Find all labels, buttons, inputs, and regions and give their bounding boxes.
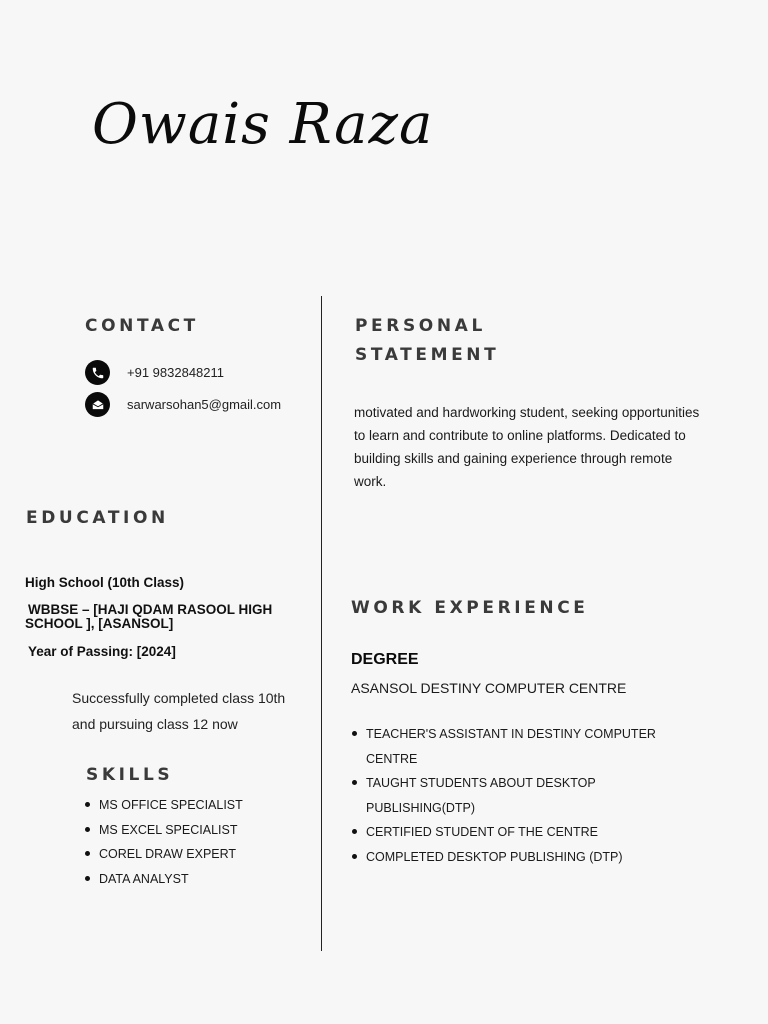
education-board-line1: WBBSE – [HAJI QDAM RASOOL HIGH [28, 602, 273, 617]
education-level: High School (10th Class) [25, 575, 185, 590]
work-experience-list [352, 722, 706, 869]
personal-statement-text: motivated and hardworking student, seeking opportunities to learn and contribute to online platforms. Dedicated to building skills and gaining experience through remote work. [354, 405, 700, 489]
work-item: TEACHER'S ASSISTANT IN DESTINY COMPUTER CENTRE [366, 722, 706, 771]
contact-email: sarwarsohan5@gmail.com [127, 397, 282, 412]
personal-statement-heading [355, 312, 499, 370]
contact-heading: CONTACT [85, 316, 199, 336]
work-item: TAUGHT STUDENTS ABOUT DESKTOP PUBLISHING(DTP) [366, 771, 706, 820]
work-experience-heading: WORK EXPERIENCE [351, 598, 589, 618]
personal-statement-heading-line1: PERSONAL [355, 316, 486, 336]
education-board [25, 602, 273, 631]
skill-item: MS EXCEL SPECIALIST [99, 818, 243, 843]
work-title: DEGREE [351, 651, 419, 668]
mail-icon [85, 392, 110, 417]
education-board-line2: SCHOOL ], [ASANSOL] [25, 616, 174, 631]
education-year: Year of Passing: [2024] [28, 644, 176, 659]
skills-list [85, 793, 243, 891]
personal-statement-heading-line2: STATEMENT [355, 345, 500, 365]
work-item: COMPLETED DESKTOP PUBLISHING (DTP) [366, 845, 706, 870]
phone-icon [85, 360, 110, 385]
resume-name: Owais Raza [92, 92, 434, 157]
education-heading: EDUCATION [26, 508, 169, 528]
contact-email-row [85, 392, 281, 417]
skill-item: DATA ANALYST [99, 867, 243, 892]
column-divider [321, 296, 322, 951]
skill-item: COREL DRAW EXPERT [99, 842, 243, 867]
contact-phone: +91 9832848211 [127, 365, 224, 380]
education-description: Successfully completed class 10th and pursuing class 12 now [72, 690, 286, 732]
skill-item: MS OFFICE SPECIALIST [99, 793, 243, 818]
skills-heading: SKILLS [86, 765, 174, 785]
work-item: CERTIFIED STUDENT OF THE CENTRE [366, 820, 706, 845]
work-company: ASANSOL DESTINY COMPUTER CENTRE [351, 680, 627, 696]
contact-phone-row [85, 360, 224, 385]
